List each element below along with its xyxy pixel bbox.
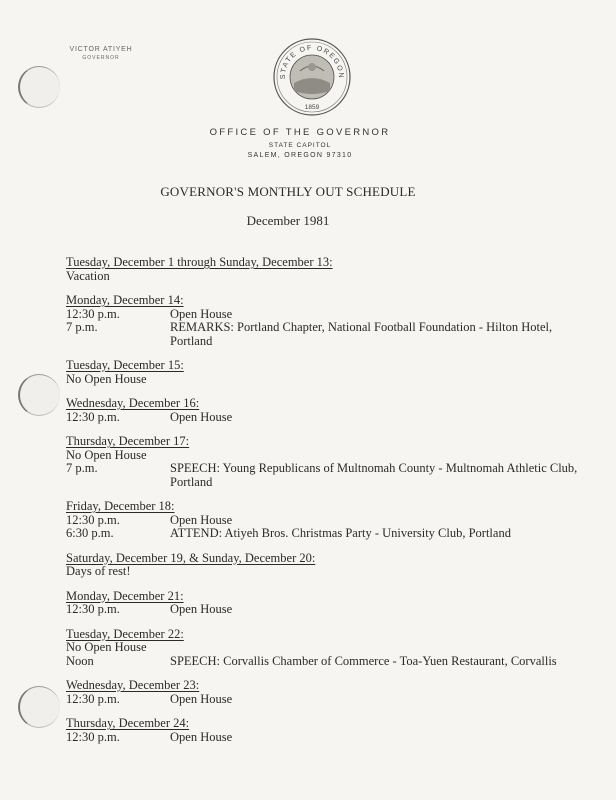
schedule-list xyxy=(66,256,586,755)
entry-time: Noon xyxy=(66,653,94,668)
punch-hole-bottom xyxy=(18,686,60,728)
punch-hole-top xyxy=(18,66,60,108)
entry-time: 7 p.m. xyxy=(66,461,98,475)
day-header: Tuesday, December 22: xyxy=(66,626,184,641)
schedule-entry xyxy=(66,527,586,541)
day-header: Wednesday, December 16: xyxy=(66,396,200,410)
document-title: GOVERNOR'S MONTHLY OUT SCHEDULE xyxy=(160,184,416,199)
document-month: December 1981 xyxy=(246,213,330,228)
schedule-entry xyxy=(66,308,586,322)
sender-block xyxy=(55,46,147,61)
entry-note: Days of rest! xyxy=(66,564,131,578)
entry-description: Open House xyxy=(170,409,233,424)
schedule-entry xyxy=(66,411,586,425)
schedule-day xyxy=(66,628,586,669)
schedule-day xyxy=(66,294,586,348)
entry-note: No Open House xyxy=(66,640,147,654)
day-header: Thursday, December 17: xyxy=(66,434,190,448)
entry-note: Vacation xyxy=(66,268,110,283)
schedule-entry xyxy=(66,321,586,348)
schedule-entry xyxy=(66,655,586,669)
entry-note: No Open House xyxy=(66,447,147,462)
day-header: Friday, December 18: xyxy=(66,499,175,513)
schedule-day xyxy=(66,359,586,386)
schedule-entry xyxy=(66,693,586,707)
schedule-entry xyxy=(66,514,586,528)
entry-description: Open House xyxy=(170,729,233,744)
entry-description: SPEECH: Young Republicans of Multnomah County - Multnomah Athletic Club, Portland xyxy=(170,461,578,489)
entry-description: SPEECH: Corvallis Chamber of Commerce - Toa-Yuen Restaurant, Corvallis xyxy=(170,653,557,668)
entry-description: ATTEND: Atiyeh Bros. Christmas Party - University Club, Portland xyxy=(170,526,511,540)
entry-description: Open House xyxy=(170,306,233,321)
day-header: Monday, December 21: xyxy=(66,588,184,603)
office-building: STATE CAPITOL xyxy=(268,142,332,149)
day-header: Tuesday, December 1 through Sunday, December 13: xyxy=(66,255,333,269)
entry-time: 12:30 p.m. xyxy=(66,306,120,321)
day-header: Tuesday, December 15: xyxy=(66,358,184,372)
entry-description: Open House xyxy=(170,602,233,616)
schedule-day xyxy=(66,435,586,489)
entry-time: 12:30 p.m. xyxy=(66,409,120,424)
entry-time: 6:30 p.m. xyxy=(66,526,114,540)
schedule-day xyxy=(66,256,586,283)
punch-hole-middle xyxy=(18,374,60,416)
sender-name: VICTOR ATIYEH xyxy=(69,46,133,53)
schedule-entry xyxy=(66,462,586,489)
schedule-day xyxy=(66,679,586,706)
entry-time: 12:30 p.m. xyxy=(66,602,120,616)
schedule-day xyxy=(66,717,586,744)
entry-time: 12:30 p.m. xyxy=(66,512,120,527)
state-seal-icon xyxy=(272,37,352,117)
office-name: OFFICE OF THE GOVERNOR xyxy=(209,127,391,138)
seal-text: STATE OF OREGON xyxy=(279,44,345,80)
office-city: SALEM, OREGON 97310 xyxy=(247,152,353,159)
entry-description: Open House xyxy=(170,512,233,527)
day-header: Monday, December 14: xyxy=(66,293,184,307)
day-header: Wednesday, December 23: xyxy=(66,678,200,692)
schedule-entry xyxy=(66,603,586,617)
entry-description: Open House xyxy=(170,691,233,706)
sender-title: GOVERNOR xyxy=(82,55,120,61)
entry-note: No Open House xyxy=(66,371,147,386)
entry-time: 12:30 p.m. xyxy=(66,729,120,744)
office-header xyxy=(0,127,616,159)
entry-time: 12:30 p.m. xyxy=(66,691,120,706)
entry-time: 7 p.m. xyxy=(66,320,98,334)
schedule-day xyxy=(66,552,586,579)
day-header: Thursday, December 24: xyxy=(66,716,190,730)
schedule-day xyxy=(66,500,586,541)
schedule-day xyxy=(66,590,586,617)
schedule-entry xyxy=(66,731,586,745)
day-header: Saturday, December 19, & Sunday, December 20: xyxy=(66,550,316,565)
schedule-day xyxy=(66,397,586,424)
seal-year: 1859 xyxy=(304,104,320,111)
entry-description: REMARKS: Portland Chapter, National Football Foundation - Hilton Hotel, Portland xyxy=(170,320,553,348)
